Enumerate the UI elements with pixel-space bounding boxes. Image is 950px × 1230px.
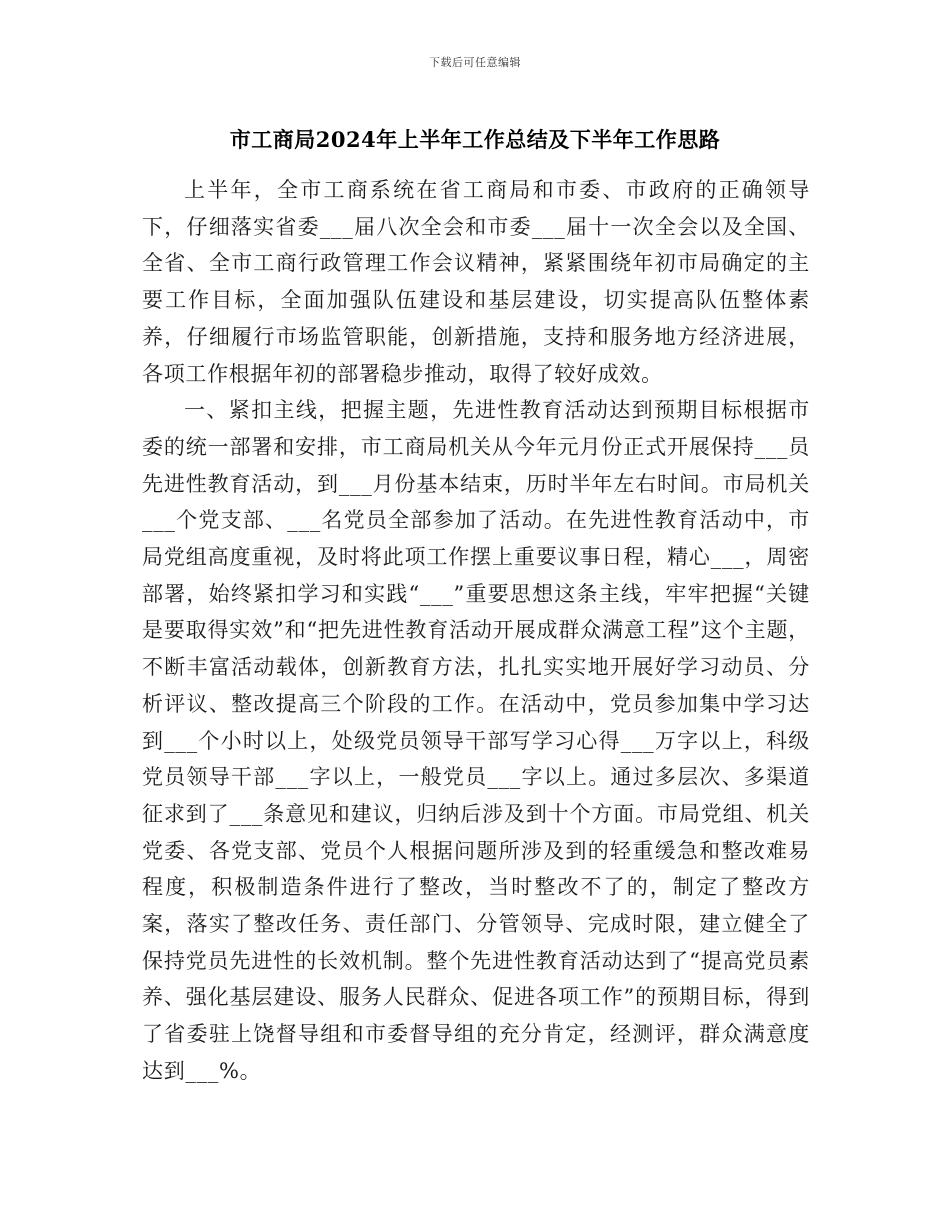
paragraph-section-one: 一、紧扣主线，把握主题，先进性教育活动达到预期目标根据市委的统一部署和安排，市工商局机关从今年元月份正式开展保持___员先进性教育活动，到___月份基本结束，历时半年左右时间。市局机关___个党支部、___名党员全部参加了活动。在先进性教育活动中，市局党组高度重视，及时将此项工作摆上重要议事日程，精心___，周密部署，始终紧扣学习和实践“___”重要思想这条主线，牢牢把握“关键是要取得实效”和“把先进性教育活动开展成群众满意工程”这个主题，不断丰富活动载体，创新教育方法，扎扎实实地开展好学习动员、分析评议、整改提高三个阶段的工作。在活动中，党员参加集中学习达到___个小时以上，处级党员领导干部写学习心得___万字以上，科级党员领导干部___字以上，一般党员___字以上。通过多层次、多渠道征求到了___条意见和建议，归纳后涉及到十个方面。市局党组、机关党委、各党支部、党员个人根据问题所涉及到的轻重缓急和整改难易程度，积极制造条件进行了整改，当时整改不了的，制定了整改方案，落实了整改任务、责任部门、分管领导、完成时限，建立健全了保持党员先进性的长效机制。整个先进性教育活动达到了“提高党员素养、强化基层建设、服务人民群众、促进各项工作”的预期目标，得到了省委驻上饶督导组和市委督导组的充分肯定，经测评，群众满意度达到___%。 — [142, 398, 810, 1083]
paragraph-intro: 上半年，全市工商系统在省工商局和市委、市政府的正确领导下，仔细落实省委___届八次全会和市委___届十一次全会以及全国、全省、全市工商行政管理工作会议精神，紧紧围绕年初市局确定的主要工作目标，全面加强队伍建设和基层建设，切实提高队伍整体素养，仔细履行市场监管职能，创新措施，支持和服务地方经济进展，各项工作根据年初的部署稳步推动，取得了较好成效。 — [142, 178, 810, 386]
document-title: 市工商局2024年上半年工作总结及下半年工作思路 — [229, 127, 721, 152]
document-body — [142, 172, 810, 1090]
header-note: 下载后可任意编辑 — [429, 56, 521, 69]
